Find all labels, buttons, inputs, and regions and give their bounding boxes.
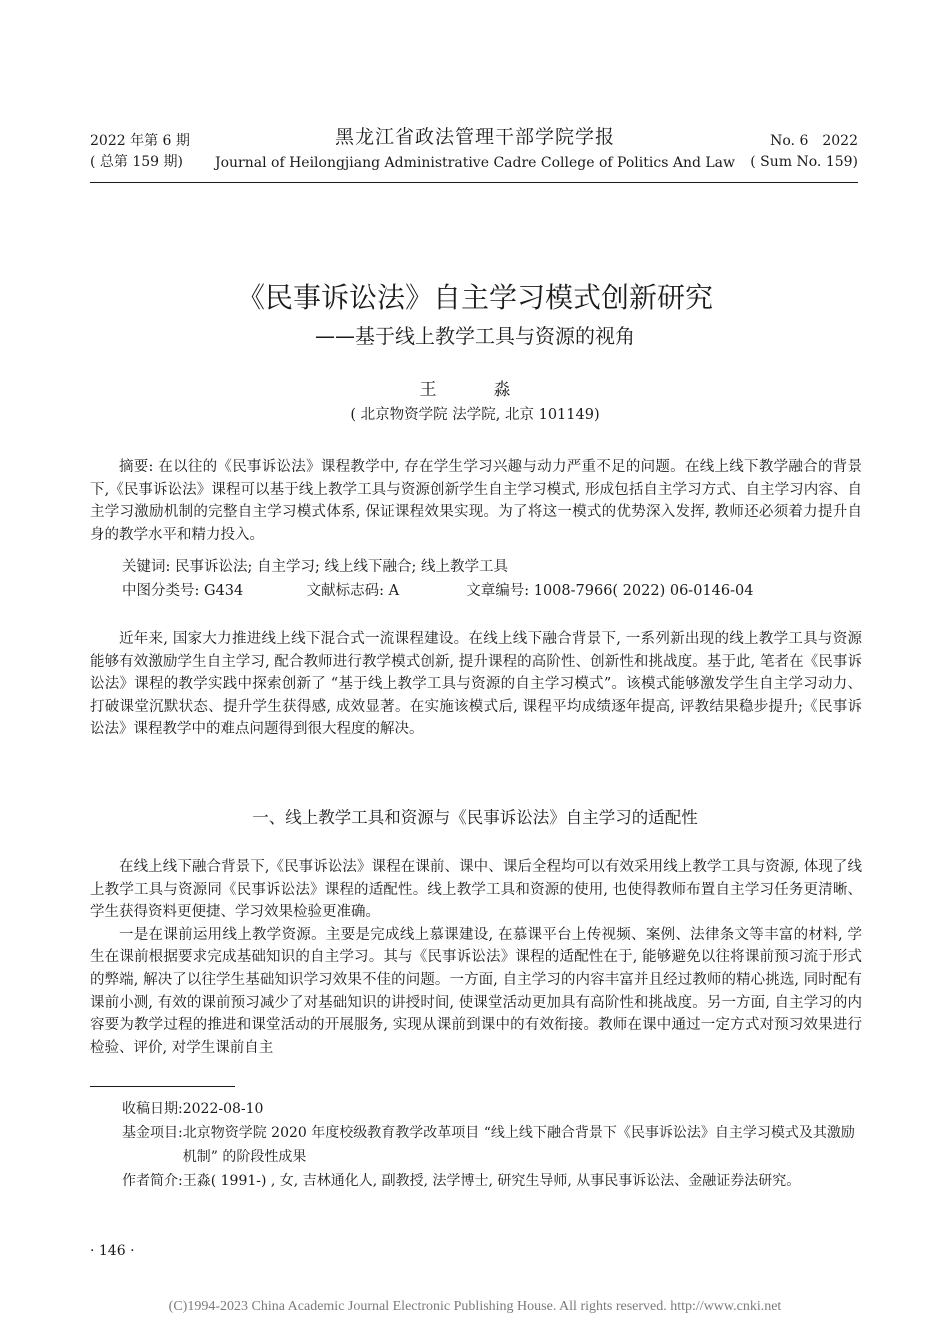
footnote-divider	[90, 1086, 235, 1087]
issue-sum: ( Sum No. 159)	[750, 154, 858, 170]
bio-label: 作者简介:	[122, 1173, 183, 1189]
fund-project	[122, 1121, 862, 1169]
received-label: 收稿日期:	[122, 1101, 183, 1117]
body-paragraph: 一是在课前运用线上教学资源。主要是完成线上慕课建设, 在慕课平台上传视频、案例、法律条文等丰富的材料, 学生在课前根据要求完成基础知识的自主学习。其与《民事诉讼法》课程的适配性在于, 能够避免以往将课前预习流于形式的弊端, 解决了以往学生基础知识学习效果不佳的问题。一方面, 自主学习的内容丰富并且经过教师的精心挑选, 同时配有课前小测, 有效的课前预习减少了对基础知识的讲授时间, 使课堂活动更加具有高阶性和挑战度。另一方面, 自主学习的内容要为教学过程的推进和课堂活动的开展服务, 实现从课前到课中的有效衔接。教师在课中通过一定方式对预习效果进行检验、评价, 对学生课前自主	[90, 926, 862, 1056]
section-body	[90, 856, 862, 1059]
abstract-text: 摘要: 在以往的《民事诉讼法》课程教学中, 存在学生学习兴趣与动力严重不足的问题。在线上线下教学融合的背景下,《民事诉讼法》课程可以基于线上教学工具与资源创新学生自主学习模式, 形成包括自主学习方式、自主学习内容、自主学习激励机制的完整自主学习模式体系, 保证课程效果实现。为了将这一模式的优势深入发挥, 教师还必须着力提升自身的教学水平和精力投入。	[90, 459, 862, 543]
page-number: · 146 ·	[90, 1243, 135, 1259]
document-code: 文献标志码: A	[306, 583, 400, 599]
intro-section	[90, 628, 862, 741]
journal-title-en: Journal of Heilongjiang Administrative Cadre College of Politics And Law	[214, 155, 736, 171]
issue-no: No. 6 2022	[770, 133, 858, 149]
article-title: 《民事诉讼法》自主学习模式创新研究	[236, 281, 713, 314]
intro-paragraph: 近年来, 国家大力推进线上线下混合式一流课程建设。在线上线下融合背景下, 一系列新出现的线上教学工具与资源能够有效激励学生自主学习, 配合教师进行教学模式创新, 提升课程的高阶性、创新性和挑战度。基于此, 笔者在《民事诉讼法》课程的教学实践中探索创新了 “基于线上教学工具与资源的自主学习模式”。该模式能够激发学生自主学习动力、打破课堂沉默状态、提升学生获得感, 成效显著。在实施该模式后, 课程平均成绩逐年提高, 评教结果稳步提升;《民事诉讼法》课程教学中的难点问题得到很大程度的解决。	[90, 631, 862, 738]
issue-total: ( 总第 159 期)	[90, 154, 183, 170]
article-subtitle: ——基于线上教学工具与资源的视角	[315, 324, 635, 348]
article-number: 文章编号: 1008-7966( 2022) 06-0146-04	[466, 583, 754, 599]
bio-value: 王淼( 1991-) , 女, 吉林通化人, 副教授, 法学博士, 研究生导师, 从事民事诉讼法、金融证券法研究。	[182, 1173, 801, 1189]
author-name: 王 淼	[419, 380, 531, 400]
copyright-notice: (C)1994-2023 China Academic Journal Electronic Publishing House. All rights reserved. http://www.cnki.net	[168, 1299, 782, 1314]
journal-header	[200, 124, 750, 174]
fund-value: 北京物资学院 2020 年度校级教育教学改革项目 “线上线下融合背景下《民事诉讼法》自主学习模式及其激励机制” 的阶段性成果	[182, 1125, 855, 1165]
author-bio	[122, 1169, 862, 1193]
issue-year: 2022 年第 6 期	[90, 133, 190, 149]
classification-line	[122, 580, 862, 602]
author-affiliation: ( 北京物资学院 法学院, 北京 101149)	[350, 407, 600, 423]
received-value: 2022-08-10	[182, 1101, 264, 1117]
issue-info	[90, 131, 190, 173]
keywords: 关键词: 民事诉讼法; 自主学习; 线上线下融合; 线上教学工具	[122, 559, 508, 575]
fund-label: 基金项目:	[122, 1125, 183, 1141]
abstract	[90, 456, 862, 546]
section-heading: 一、线上教学工具和资源与《民事诉讼法》自主学习的适配性	[252, 808, 698, 827]
received-date	[122, 1097, 862, 1121]
body-paragraph: 在线上线下融合背景下,《民事诉讼法》课程在课前、课中、课后全程均可以有效采用线上教学工具与资源, 体现了线上教学工具与资源同《民事诉讼法》课程的适配性。线上教学工具和资源的使用, 也使得教师布置自主学习任务更清晰、学生获得资料更便捷、学习效果检验更准确。	[90, 859, 862, 921]
footnotes	[122, 1097, 862, 1193]
issue-number	[750, 131, 858, 173]
clc-number: 中图分类号: G434	[122, 583, 244, 599]
journal-title-cn: 黑龙江省政法管理干部学院学报	[334, 126, 615, 148]
header-divider	[90, 182, 858, 183]
